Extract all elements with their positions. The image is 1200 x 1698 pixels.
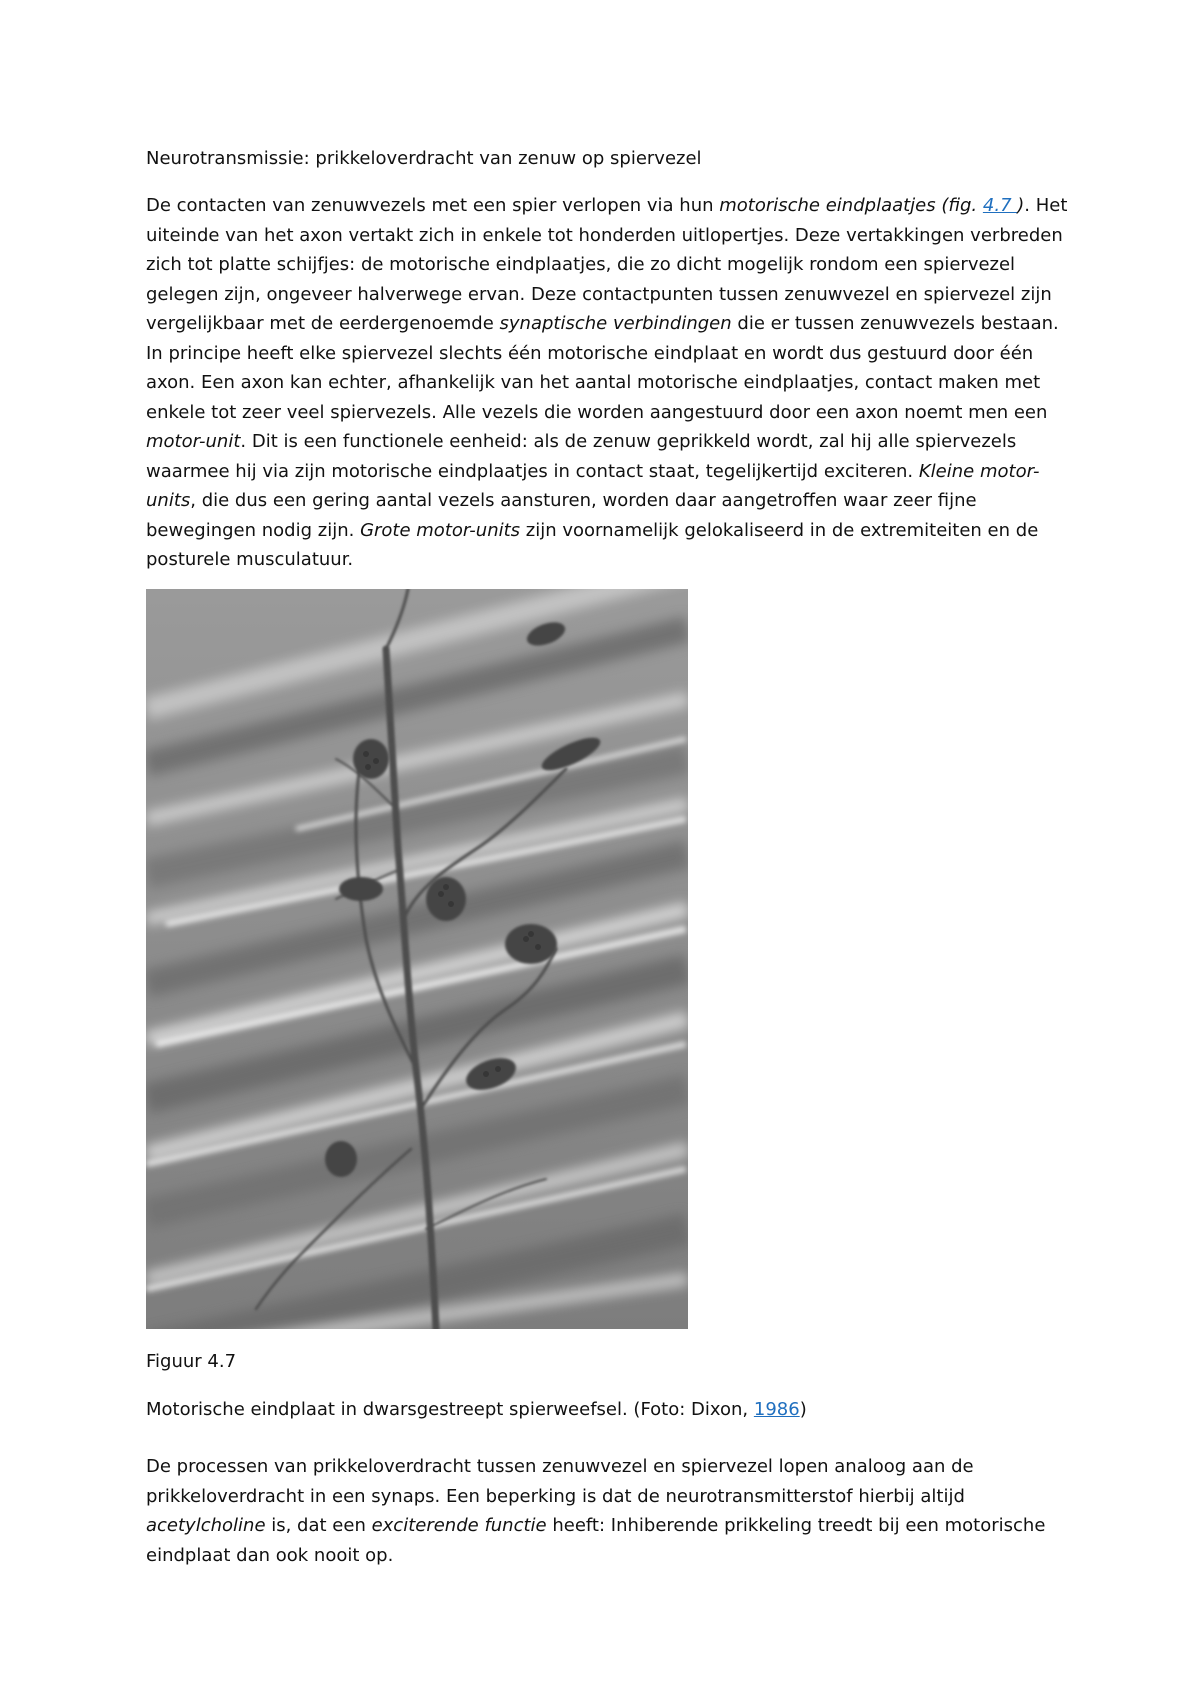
paragraph-prikkeloverdracht (146, 1452, 1076, 1570)
text-run: is, dat een (265, 1515, 372, 1536)
text-run: . Dit is een functionele eenheid: als de zenuw geprikkeld wordt, zal hij alle spiervezels waarmee hij via zijn motorische eindplaatjes in contact staat, tegelijkertijd exciteren. (146, 431, 1017, 482)
term-motorische-eindplaatjes: motorische eindplaatjes (fig. (719, 195, 983, 216)
figure-caption (146, 1397, 807, 1423)
figure-motor-endplate-photo (146, 589, 688, 1329)
caption-text: Motorische eindplaat in dwarsgestreept spierweefsel. (Foto: Dixon, (146, 1399, 754, 1420)
text-run: . Het uiteinde van het axon vertakt zich in enkele tot honderden uitlopertjes. Deze vertakkingen verbreden zich tot platte schijfjes: de motorische eindplaatjes, die zo dicht mogelijk rondom een spiervezel gelegen zijn, ongeveer halverwege ervan. Deze contactpunten tussen zenuwvezel en spiervezel zijn vergelijkbaar met de eerdergenoemde (146, 195, 1068, 334)
text-run: De contacten van zenuwvezels met een spier verlopen via hun (146, 195, 720, 216)
text-run: , die dus een gering aantal vezels aansturen, worden daar aangetroffen waar zeer fijne bewegingen nodig zijn. (146, 490, 977, 541)
term-acetylcholine: acetylcholine (146, 1515, 266, 1536)
term-grote-motor-units: Grote motor-units (360, 519, 521, 541)
paragraph-motor-endplate (146, 191, 1076, 575)
term-exciterende-functie: exciterende functie (371, 1515, 547, 1536)
text-run: heeft: Inhiberende prikkeling treedt bij een motorische eindplaat dan ook nooit op. (146, 1515, 1046, 1566)
text-run: ) (1017, 195, 1025, 216)
figure-reference-link[interactable]: 4.7 (982, 195, 1018, 216)
section-heading: Neurotransmissie: prikkeloverdracht van zenuw op spiervezel (146, 148, 702, 169)
text-run: zijn voornamelijk gelokaliseerd in de extremiteiten en de posturele musculatuur. (146, 519, 1039, 570)
term-synaptische-verbindingen: synaptische verbindingen (499, 313, 732, 334)
text-run: De processen van prikkeloverdracht tussen zenuwvezel en spiervezel lopen analoog aan de prikkeloverdracht in een synaps. Een beperking is dat de neurotransmitterstof hierbij altijd (146, 1456, 974, 1507)
text-run: die er tussen zenuwvezels bestaan. In principe heeft elke spiervezel slechts één motorische eindplaat en wordt dus gestuurd door één axon. Een axon kan echter, afhankelijk van het aantal motorische eindplaatjes, contact maken met enkele tot zeer veel spiervezels. Alle vezels die worden aangestuurd door een axon noemt men een (146, 313, 1059, 423)
citation-year-link[interactable]: 1986 (753, 1399, 800, 1420)
term-motor-unit: motor-unit (146, 431, 241, 452)
term-kleine-motor-units: Kleine motor-units (146, 460, 1040, 511)
figure-label: Figuur 4.7 (146, 1351, 237, 1372)
caption-text-end: ) (799, 1399, 807, 1420)
